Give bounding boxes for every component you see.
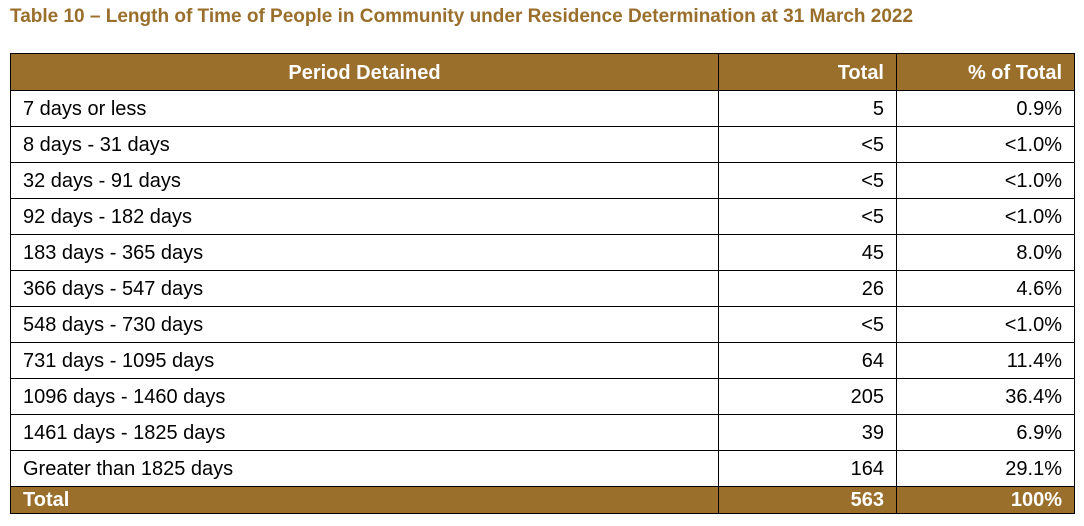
cell-period: Greater than 1825 days [11, 451, 719, 487]
total-row [11, 487, 1075, 514]
cell-period: 7 days or less [11, 91, 719, 127]
cell-period: 1096 days - 1460 days [11, 379, 719, 415]
cell-period: 548 days - 730 days [11, 307, 719, 343]
table-row [11, 451, 1075, 487]
cell-period: 731 days - 1095 days [11, 343, 719, 379]
table-row [11, 91, 1075, 127]
header-total: Total [719, 54, 897, 91]
cell-total: 205 [719, 379, 897, 415]
cell-period: 183 days - 365 days [11, 235, 719, 271]
table-row [11, 199, 1075, 235]
cell-percent: <1.0% [897, 307, 1075, 343]
cell-total: <5 [719, 127, 897, 163]
cell-total: 5 [719, 91, 897, 127]
cell-total: 64 [719, 343, 897, 379]
cell-total: 164 [719, 451, 897, 487]
cell-period: 32 days - 91 days [11, 163, 719, 199]
table-row [11, 343, 1075, 379]
cell-percent: <1.0% [897, 163, 1075, 199]
cell-total: 26 [719, 271, 897, 307]
total-percent: 100% [897, 487, 1075, 514]
cell-percent: <1.0% [897, 199, 1075, 235]
cell-period: 8 days - 31 days [11, 127, 719, 163]
table-row [11, 415, 1075, 451]
total-label: Total [11, 487, 719, 514]
table-row [11, 235, 1075, 271]
table-row [11, 271, 1075, 307]
cell-total: 45 [719, 235, 897, 271]
total-value: 563 [719, 487, 897, 514]
cell-period: 366 days - 547 days [11, 271, 719, 307]
table-row [11, 379, 1075, 415]
table-row [11, 307, 1075, 343]
cell-total: <5 [719, 307, 897, 343]
cell-percent: 36.4% [897, 379, 1075, 415]
cell-total: <5 [719, 199, 897, 235]
cell-total: <5 [719, 163, 897, 199]
cell-percent: 29.1% [897, 451, 1075, 487]
table-row [11, 163, 1075, 199]
data-table [10, 53, 1075, 514]
cell-period: 92 days - 182 days [11, 199, 719, 235]
header-percent: % of Total [897, 54, 1075, 91]
header-row [11, 54, 1075, 91]
cell-percent: 4.6% [897, 271, 1075, 307]
cell-percent: 0.9% [897, 91, 1075, 127]
cell-period: 1461 days - 1825 days [11, 415, 719, 451]
table-row [11, 127, 1075, 163]
cell-percent: <1.0% [897, 127, 1075, 163]
cell-percent: 6.9% [897, 415, 1075, 451]
table-title: Table 10 – Length of Time of People in Community under Residence Determination at 31 March 2022 [10, 6, 914, 27]
header-period: Period Detained [11, 54, 719, 91]
cell-percent: 8.0% [897, 235, 1075, 271]
cell-percent: 11.4% [897, 343, 1075, 379]
cell-total: 39 [719, 415, 897, 451]
